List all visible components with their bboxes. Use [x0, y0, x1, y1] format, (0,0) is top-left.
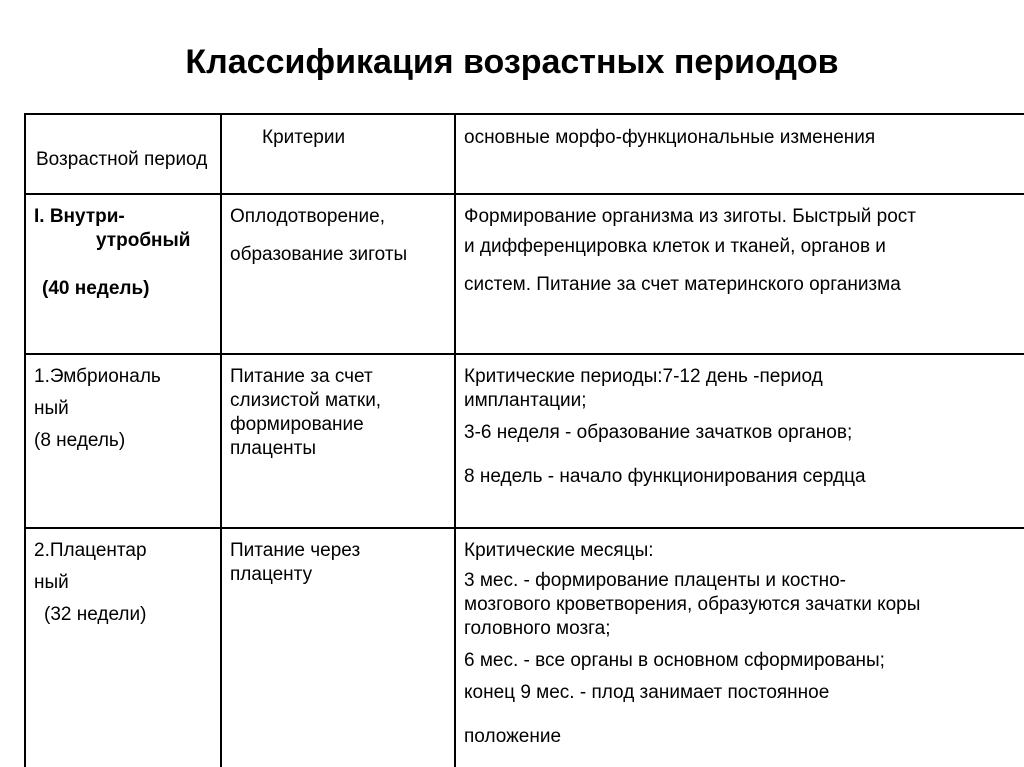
- changes-line: Критические месяцы:: [464, 540, 654, 561]
- criteria-line: Питание через: [230, 540, 361, 561]
- age-periods-table: [24, 113, 1024, 767]
- table-row: [25, 354, 1024, 528]
- period-line: 2.Плацентар: [34, 540, 147, 561]
- criteria-cell: [221, 194, 455, 354]
- changes-line: головного мозга;: [464, 618, 611, 639]
- period-cell: [25, 354, 221, 528]
- period-line: I. Внутри-: [34, 206, 125, 227]
- period-cell: [25, 528, 221, 767]
- period-line: (40 недель): [42, 278, 150, 299]
- changes-line: мозгового кроветворения, образуются зачатки коры: [464, 594, 921, 615]
- criteria-cell: [221, 354, 455, 528]
- page-title: Классификация возрастных периодов: [185, 43, 839, 81]
- criteria-cell: [221, 528, 455, 767]
- period-line: 1.Эмбриональ: [34, 366, 161, 387]
- criteria-line: слизистой матки,: [230, 390, 382, 411]
- changes-cell: [455, 354, 1024, 528]
- criteria-line: плаценты: [230, 438, 317, 459]
- criteria-line: плаценту: [230, 564, 313, 585]
- table-row: [25, 528, 1024, 767]
- changes-line: систем. Питание за счет материнского организма: [464, 274, 901, 295]
- changes-line: и дифференцировка клеток и тканей, органов и: [464, 236, 886, 257]
- period-line: утробный: [96, 230, 191, 251]
- header-period: Возрастной период: [25, 114, 221, 194]
- changes-line: положение: [464, 726, 562, 747]
- header-changes: основные морфо-функциональные изменения: [455, 114, 1024, 194]
- changes-line: конец 9 мес. - плод занимает постоянное: [464, 682, 830, 703]
- changes-line: 6 мес. - все органы в основном сформированы;: [464, 650, 885, 671]
- criteria-line: формирование: [230, 414, 364, 435]
- changes-line: 3-6 неделя - образование зачатков органов;: [464, 422, 853, 443]
- criteria-line: Питание за счет: [230, 366, 373, 387]
- changes-line: 3 мес. - формирование плаценты и костно-: [464, 570, 846, 591]
- period-line: ный: [34, 572, 69, 593]
- table-row: [25, 194, 1024, 354]
- criteria-line: Оплодотворение,: [230, 206, 385, 227]
- period-line: (8 недель): [34, 430, 126, 451]
- changes-line: Критические периоды:7-12 день -период: [464, 366, 823, 387]
- period-cell: [25, 194, 221, 354]
- changes-line: 8 недель - начало функционирования сердца: [464, 466, 866, 487]
- changes-line: Формирование организма из зиготы. Быстрый рост: [464, 206, 917, 227]
- period-line: ный: [34, 398, 69, 419]
- criteria-line: образование зиготы: [230, 244, 408, 265]
- period-line: (32 недели): [44, 604, 147, 625]
- changes-line: имплантации;: [464, 390, 587, 411]
- table-header-row: [25, 114, 1024, 194]
- header-criteria: Критерии: [221, 114, 455, 194]
- changes-cell: [455, 194, 1024, 354]
- changes-cell: [455, 528, 1024, 767]
